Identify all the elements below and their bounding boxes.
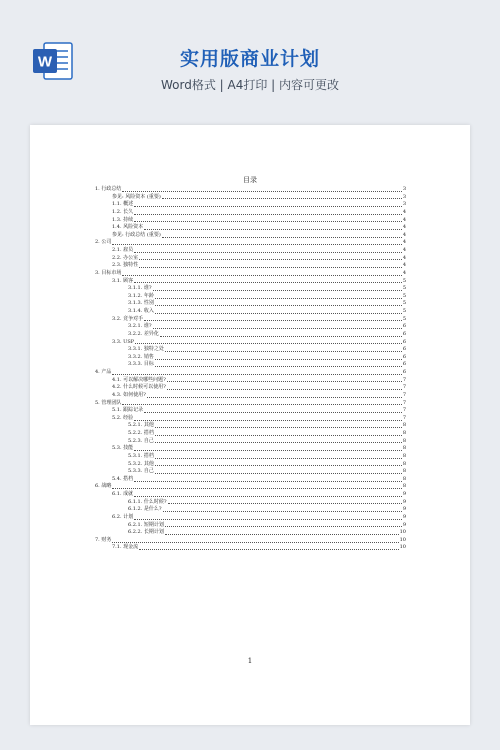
toc-dot-leader bbox=[135, 342, 402, 344]
toc-entry-label: 5.2.1. 其他 bbox=[128, 422, 154, 429]
toc-entry[interactable] bbox=[95, 323, 406, 331]
toc-entry-page: 4 bbox=[402, 239, 406, 246]
toc-entry-page: 8 bbox=[402, 430, 406, 436]
toc-dot-leader bbox=[112, 243, 401, 245]
toc-entry-page: 9 bbox=[402, 506, 406, 513]
page-title: 实用版商业计划 bbox=[179, 48, 320, 70]
toc-entry-page: 8 bbox=[402, 437, 406, 444]
toc-entry-label: 参见: 行政总结 (重要) bbox=[112, 231, 161, 238]
toc-entry[interactable] bbox=[95, 255, 406, 263]
toc-dot-leader bbox=[163, 510, 402, 512]
toc-title: 目录 bbox=[243, 176, 257, 184]
toc-entry-label: 6. 战略 bbox=[95, 483, 112, 490]
toc-entry-label: 3.1.3. 性别 bbox=[128, 300, 154, 307]
toc-entry[interactable] bbox=[95, 491, 406, 499]
toc-entry-label: 1.1. 概述 bbox=[112, 201, 134, 208]
toc-entry-page: 7 bbox=[402, 376, 406, 383]
toc-entry-label: 1.3. 持续 bbox=[112, 216, 134, 223]
toc-entry-label: 3.1.1. 谁? bbox=[128, 285, 152, 292]
toc-dot-leader bbox=[122, 403, 401, 405]
toc-dot-leader bbox=[134, 480, 402, 482]
toc-entry[interactable] bbox=[95, 308, 406, 316]
toc-entry[interactable] bbox=[95, 339, 406, 347]
toc-dot-leader bbox=[155, 312, 402, 314]
toc-entry-page: 8 bbox=[402, 422, 406, 429]
toc-entry-page: 5 bbox=[402, 292, 406, 299]
toc-dot-leader bbox=[155, 457, 402, 459]
toc-entry[interactable] bbox=[95, 506, 406, 514]
toc-dot-leader bbox=[134, 220, 402, 222]
toc-entry-page: 4 bbox=[402, 247, 406, 253]
toc-dot-leader bbox=[155, 304, 402, 306]
toc-entry[interactable] bbox=[95, 239, 406, 247]
toc-entry-label: 1.4. 风险资本 bbox=[112, 224, 144, 231]
toc-entry-label: 3.2.1. 谁? bbox=[128, 323, 152, 330]
toc-entry-label: 6.1.2. 是什么? bbox=[128, 506, 162, 513]
toc-entry-page: 3 bbox=[402, 201, 406, 208]
toc-entry-label: 6.1.1. 什么时候? bbox=[128, 498, 167, 505]
toc-entry[interactable] bbox=[95, 483, 406, 491]
toc-entry-page: 4 bbox=[402, 216, 406, 223]
toc-entry-page: 7 bbox=[402, 391, 406, 398]
toc-entry-label: 5.3.3. 自己 bbox=[128, 468, 154, 475]
toc-entry-label: 5.4. 搭档 bbox=[112, 475, 134, 482]
toc-entry-label: 4.1. 可以解决哪些问题? bbox=[112, 376, 166, 383]
toc-dot-leader bbox=[155, 297, 402, 299]
toc-entry-label: 5.2. 经验 bbox=[112, 414, 134, 421]
toc-dot-leader bbox=[155, 464, 402, 466]
toc-entry[interactable] bbox=[95, 461, 406, 469]
toc-dot-leader bbox=[112, 541, 398, 543]
toc-entry[interactable] bbox=[95, 514, 406, 522]
toc-entry-page: 6 bbox=[402, 361, 406, 368]
toc-dot-leader bbox=[153, 289, 402, 291]
toc-entry-page: 9 bbox=[402, 513, 406, 520]
toc-dot-leader bbox=[168, 502, 402, 504]
toc-entry[interactable] bbox=[95, 300, 406, 308]
toc-dot-leader bbox=[134, 449, 402, 451]
toc-entry[interactable] bbox=[95, 369, 406, 377]
toc-entry[interactable] bbox=[95, 262, 406, 270]
toc-entry-label: 参见: 风险资本 (重要) bbox=[112, 193, 161, 200]
toc-entry[interactable] bbox=[95, 438, 406, 446]
toc-entry[interactable] bbox=[95, 331, 406, 339]
toc-entry-page: 5 bbox=[402, 315, 406, 322]
toc-entry-label: 3.3.3. 目标 bbox=[128, 361, 154, 368]
toc-entry[interactable] bbox=[95, 537, 406, 545]
toc-entry[interactable] bbox=[95, 544, 406, 552]
toc-dot-leader bbox=[147, 396, 402, 398]
toc-entry-page: 8 bbox=[402, 460, 406, 467]
toc-entry[interactable] bbox=[95, 247, 406, 255]
toc-entry-label: 6.1. 成就 bbox=[112, 491, 134, 497]
toc-entry-label: 3.2. 竞争对手 bbox=[112, 315, 144, 322]
toc-dot-leader bbox=[139, 258, 402, 260]
toc-dot-leader bbox=[144, 319, 402, 321]
toc-dot-leader bbox=[165, 350, 402, 352]
toc-dot-leader bbox=[160, 335, 402, 337]
toc-dot-leader bbox=[165, 533, 399, 535]
toc-entry-label: 3.1.2. 年龄 bbox=[128, 292, 154, 299]
toc-entry-page: 6 bbox=[402, 338, 406, 345]
toc-entry-page: 4 bbox=[402, 231, 406, 238]
toc-entry[interactable] bbox=[95, 430, 406, 438]
toc-dot-leader bbox=[155, 434, 402, 436]
toc-entry[interactable] bbox=[95, 270, 406, 278]
toc-dot-leader bbox=[134, 205, 402, 207]
toc-entry-label: 6.2. 计划 bbox=[112, 513, 134, 520]
toc-entry-page: 9 bbox=[402, 498, 406, 505]
toc-entry-label: 3.3.2. 销售 bbox=[128, 353, 154, 360]
toc-entry-label: 5. 管理团队 bbox=[95, 399, 122, 406]
toc-entry-label: 1. 行政总结 bbox=[95, 186, 122, 192]
toc-entry-label: 5.3.2. 其他 bbox=[128, 460, 154, 467]
toc-dot-leader bbox=[153, 327, 402, 329]
toc-entry-label: 5.1. 跟踪记录 bbox=[112, 407, 144, 414]
toc-entry-label: 2.1. 雇员 bbox=[112, 247, 134, 253]
toc-dot-leader bbox=[162, 236, 402, 238]
toc-entry-page: 9 bbox=[402, 521, 406, 528]
page-subtitle: Word格式 | A4打印 | 内容可更改 bbox=[160, 78, 340, 92]
toc-dot-leader bbox=[122, 190, 401, 192]
toc-entry-page: 5 bbox=[402, 308, 406, 314]
document-page bbox=[30, 125, 470, 725]
toc-entry-label: 5.2.3. 自己 bbox=[128, 437, 154, 444]
toc-entry-page: 4 bbox=[402, 208, 406, 215]
toc-entry-page: 6 bbox=[402, 346, 406, 353]
toc-entry[interactable] bbox=[95, 285, 406, 293]
toc-entry-label: 4.3. 如何使用? bbox=[112, 391, 146, 398]
toc-entry-page: 10 bbox=[399, 529, 406, 536]
toc-entry-page: 7 bbox=[402, 407, 406, 414]
toc-entry-page: 3 bbox=[402, 193, 406, 200]
toc-entry-label: 3.3.1. 独特之处 bbox=[128, 346, 164, 353]
toc-entry[interactable] bbox=[95, 476, 406, 484]
toc-entry-label: 3.1. 顾客 bbox=[112, 277, 134, 284]
toc-entry-page: 6 bbox=[402, 323, 406, 330]
toc-entry[interactable] bbox=[95, 232, 406, 240]
toc-dot-leader bbox=[155, 472, 402, 474]
toc-entry[interactable] bbox=[95, 445, 406, 453]
toc-entry-label: 3.2.2. 差异化 bbox=[128, 330, 159, 337]
toc-entry[interactable] bbox=[95, 361, 406, 369]
toc-entry-label: 3. 目标市场 bbox=[95, 269, 122, 276]
toc-entry-label: 4. 产品 bbox=[95, 369, 112, 375]
toc-dot-leader bbox=[122, 274, 401, 276]
toc-entry-label: 2.2. 办公室 bbox=[112, 254, 139, 261]
toc-entry-page: 4 bbox=[402, 262, 406, 269]
toc-entry-page: 6 bbox=[402, 369, 406, 375]
toc-entry[interactable] bbox=[95, 384, 406, 392]
toc-entry[interactable] bbox=[95, 194, 406, 202]
toc-entry-label: 1.2. 长久 bbox=[112, 208, 134, 215]
toc-entry[interactable] bbox=[95, 400, 406, 408]
toc-dot-leader bbox=[112, 373, 401, 375]
promo-header bbox=[0, 0, 500, 118]
toc-dot-leader bbox=[155, 365, 402, 367]
toc-entry-label: 7.1. 现金流 bbox=[112, 544, 139, 551]
toc-entry-page: 8 bbox=[402, 475, 406, 482]
logo-letter: W bbox=[37, 53, 53, 71]
toc-entry[interactable] bbox=[95, 278, 406, 286]
toc-entry-label: 2.3. 独特性 bbox=[112, 262, 139, 269]
toc-entry-label: 2. 公司 bbox=[95, 239, 112, 246]
toc-entry-page: 6 bbox=[402, 353, 406, 360]
toc-entry-label: 5.3.1. 搭档 bbox=[128, 452, 154, 459]
toc-entry-page: 6 bbox=[402, 330, 406, 337]
toc-dot-leader bbox=[134, 251, 402, 253]
toc-dot-leader bbox=[155, 441, 402, 443]
toc-dot-leader bbox=[134, 495, 402, 497]
toc-dot-leader bbox=[134, 419, 402, 421]
toc-dot-leader bbox=[167, 380, 402, 382]
toc-dot-leader bbox=[134, 281, 402, 283]
toc-entry-page: 5 bbox=[402, 300, 406, 307]
toc-entry-page: 10 bbox=[399, 544, 406, 551]
toc-dot-leader bbox=[155, 426, 402, 428]
toc-entry-page: 8 bbox=[402, 445, 406, 452]
toc-entry-page: 7 bbox=[402, 399, 406, 406]
toc-entry[interactable] bbox=[95, 224, 406, 232]
toc-entry[interactable] bbox=[95, 453, 406, 461]
toc-entry-label: 5.2.2. 搭档 bbox=[128, 430, 154, 436]
toc-entry-label: 7. 财务 bbox=[95, 536, 112, 543]
toc-dot-leader bbox=[155, 358, 402, 360]
toc-entry-page: 8 bbox=[402, 483, 406, 490]
toc-dot-leader bbox=[162, 197, 402, 199]
toc-dot-leader bbox=[134, 518, 402, 520]
toc-entry[interactable] bbox=[95, 217, 406, 225]
toc-entry-page: 4 bbox=[402, 224, 406, 231]
toc-entry[interactable] bbox=[95, 186, 406, 194]
toc-dot-leader bbox=[139, 266, 402, 268]
toc-entry-page: 5 bbox=[402, 285, 406, 292]
toc-entry-label: 3.3. USP bbox=[112, 338, 135, 345]
toc-entry-page: 8 bbox=[402, 452, 406, 459]
toc-dot-leader bbox=[144, 411, 402, 413]
toc-dot-leader bbox=[139, 548, 398, 550]
toc-entry[interactable] bbox=[95, 529, 406, 537]
toc-entry-page: 8 bbox=[402, 468, 406, 475]
toc-entry[interactable] bbox=[95, 346, 406, 354]
toc-dot-leader bbox=[167, 388, 402, 390]
toc-entry[interactable] bbox=[95, 522, 406, 530]
toc-entry-page: 5 bbox=[402, 277, 406, 284]
page-number: 1 bbox=[247, 657, 253, 665]
toc-dot-leader bbox=[134, 213, 402, 215]
toc-entry-page: 9 bbox=[402, 491, 406, 497]
toc-entry-label: 6.2.1. 短期计划 bbox=[128, 521, 164, 528]
toc-dot-leader bbox=[144, 228, 402, 230]
toc-entry[interactable] bbox=[95, 392, 406, 400]
toc-entry-page: 10 bbox=[399, 536, 406, 543]
toc-entry-label: 6.2.2. 长期计划 bbox=[128, 529, 164, 536]
toc-dot-leader bbox=[165, 525, 402, 527]
toc-entry-page: 7 bbox=[402, 414, 406, 421]
toc-entry-page: 7 bbox=[402, 384, 406, 391]
toc-entry[interactable] bbox=[95, 468, 406, 476]
toc-dot-leader bbox=[112, 487, 401, 489]
toc-entry-page: 4 bbox=[402, 254, 406, 261]
table-of-contents bbox=[95, 186, 406, 552]
toc-entry-page: 3 bbox=[402, 186, 406, 192]
toc-entry-page: 4 bbox=[402, 269, 406, 276]
toc-entry-label: 5.3. 技能 bbox=[112, 445, 134, 452]
toc-entry[interactable] bbox=[95, 209, 406, 217]
toc-entry[interactable] bbox=[95, 407, 406, 415]
toc-entry[interactable] bbox=[95, 422, 406, 430]
toc-entry-label: 4.2. 什么时候可以使用? bbox=[112, 384, 166, 391]
toc-entry[interactable] bbox=[95, 201, 406, 209]
toc-entry-label: 3.1.4. 收入 bbox=[128, 308, 154, 314]
